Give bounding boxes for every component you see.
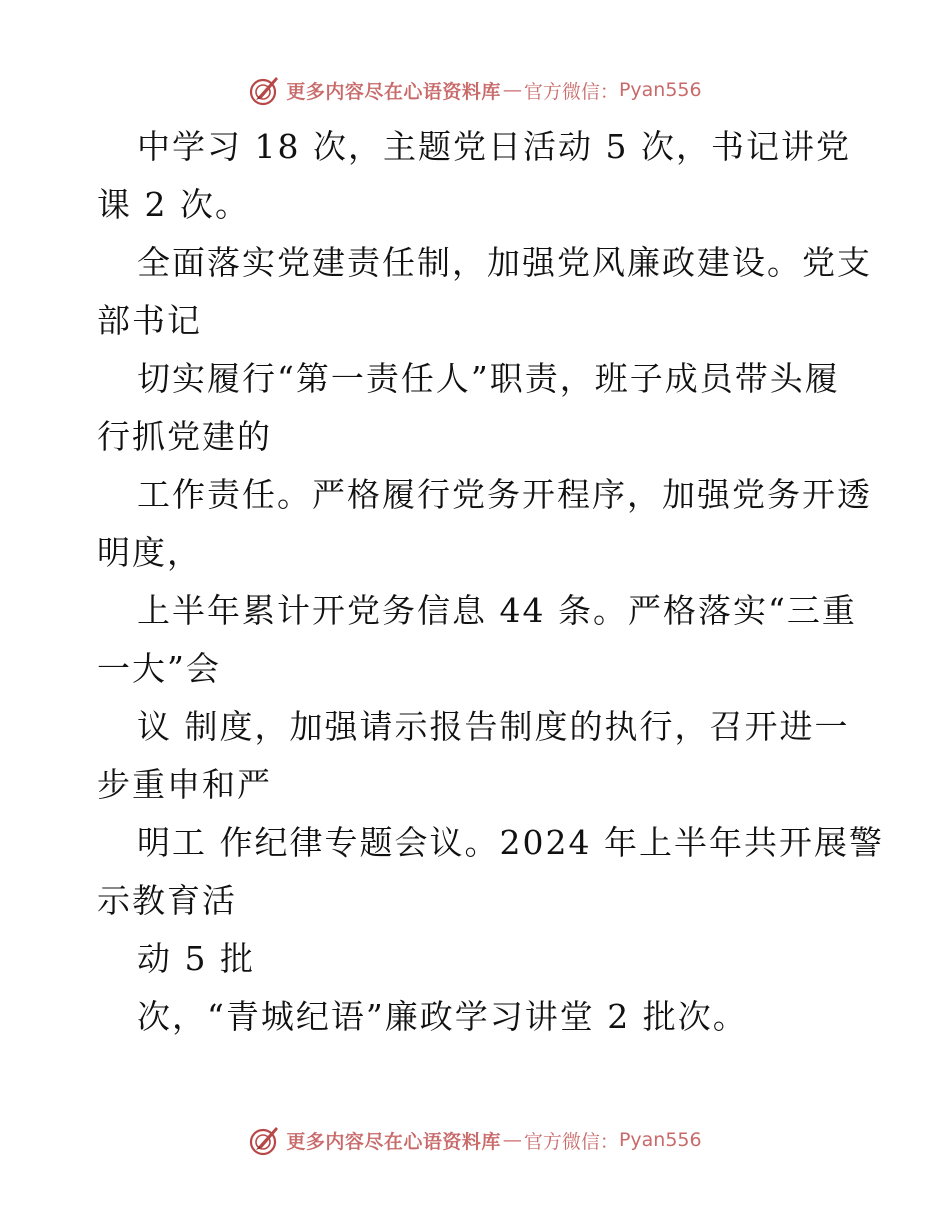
header-watermark bbox=[0, 70, 950, 110]
quill-logo-icon bbox=[248, 73, 282, 107]
watermark-main-text: 更多内容尽在心语资料库 bbox=[286, 1130, 501, 1153]
body-line: 全面落实党建责任制，加强党风廉政建设。党支 bbox=[137, 243, 872, 282]
watermark-wechat-id: Pyan556 bbox=[618, 79, 702, 101]
watermark-sub-text: 官方微信： bbox=[523, 80, 619, 103]
body-line: 中学习 18 次，主题党日活动 5 次，书记讲党 bbox=[137, 127, 851, 166]
body-line: 明度， bbox=[97, 533, 202, 572]
body-line: 一大”会 bbox=[97, 649, 221, 688]
watermark-wechat-id: Pyan556 bbox=[618, 1129, 702, 1151]
body-line: 步重申和严 bbox=[97, 765, 272, 804]
body-line: 动 5 批 bbox=[137, 939, 255, 978]
body-line: 行抓党建的 bbox=[97, 417, 272, 456]
body-line: 上半年累计开党务信息 44 条。严格落实“三重 bbox=[137, 591, 857, 630]
document-body bbox=[97, 118, 884, 1046]
watermark-sub-text: 官方微信： bbox=[523, 1130, 619, 1153]
body-line: 明工 作纪律专题会议。2024 年上半年共开展警 bbox=[137, 823, 884, 862]
watermark-dash: — bbox=[502, 79, 522, 101]
footer-watermark bbox=[0, 1120, 950, 1160]
body-line: 议 制度，加强请示报告制度的执行，召开进一 bbox=[137, 707, 850, 746]
body-line: 次，“青城纪语”廉政学习讲堂 2 批次。 bbox=[137, 997, 748, 1036]
quill-logo-icon bbox=[248, 1123, 282, 1157]
body-line: 切实履行“第一责任人”职责，班子成员带头履 bbox=[137, 359, 840, 398]
body-line: 部书记 bbox=[97, 301, 202, 340]
body-line: 工作责任。严格履行党务开程序，加强党务开透 bbox=[137, 475, 872, 514]
watermark-main-text: 更多内容尽在心语资料库 bbox=[286, 80, 501, 103]
body-line: 课 2 次。 bbox=[97, 185, 250, 224]
body-line: 示教育活 bbox=[97, 881, 237, 920]
watermark-dash: — bbox=[502, 1129, 522, 1151]
